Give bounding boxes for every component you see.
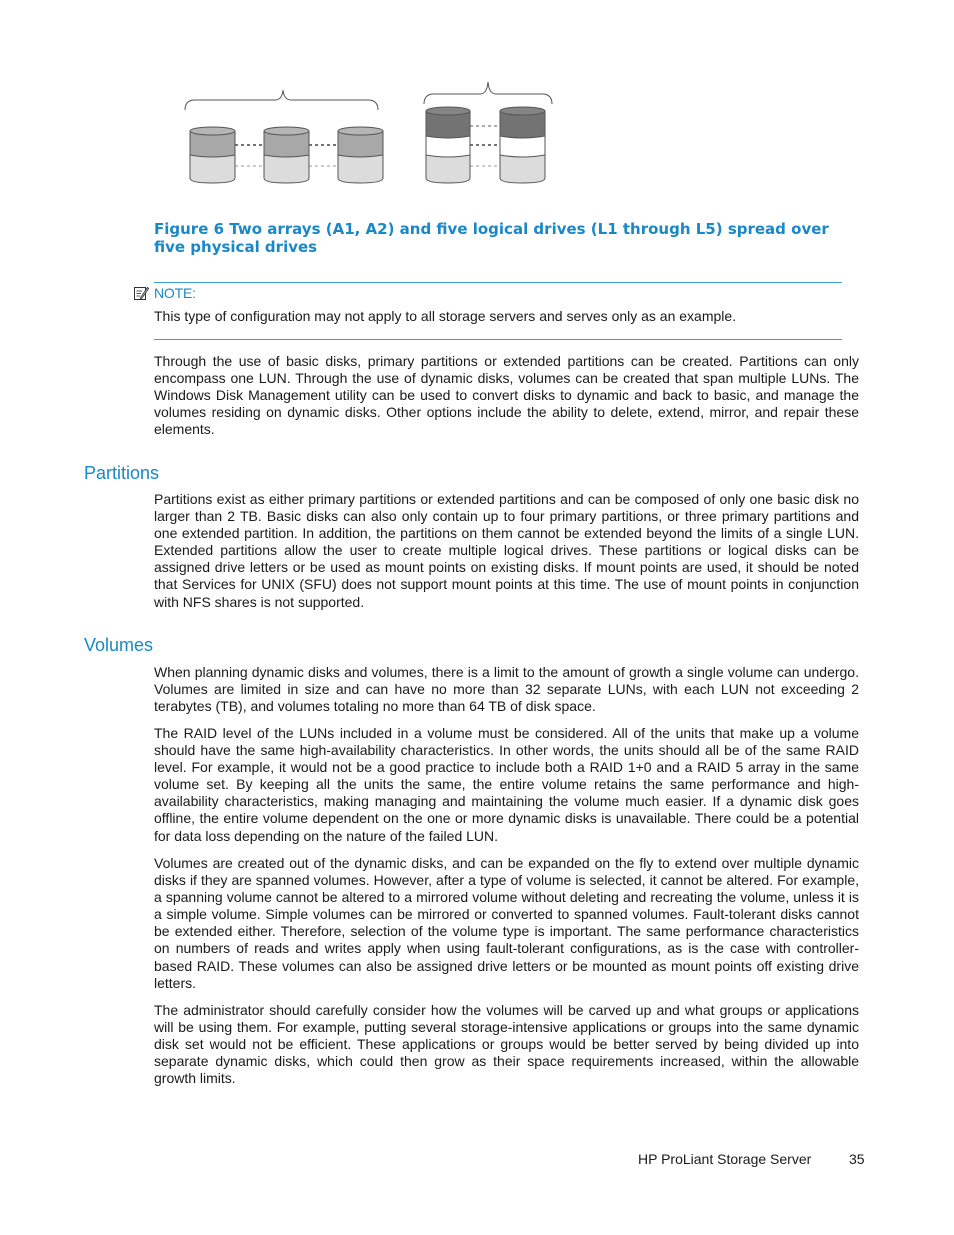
disk-3 bbox=[338, 127, 383, 183]
disk-5 bbox=[500, 107, 545, 183]
disk-1 bbox=[190, 127, 235, 183]
note-icon bbox=[133, 285, 149, 301]
partitions-heading: Partitions bbox=[84, 463, 160, 483]
raid-array-figure bbox=[180, 78, 560, 190]
page-number: 35 bbox=[849, 1151, 865, 1167]
volumes-paragraph-3: Volumes are created out of the dynamic disks, and can be expanded on the fly to extend over multiple dynamic disks if they are spanned volumes. However, after a type of volume is selected, it cannot be altered. For example, a spanning volume cannot be altered to a mirrored volume without deleting and recreating the volume, unless it is a simple volume. Simple volumes can be mirrored or converted to spanned volumes. Fault-tolerant disks cannot be extended either. Therefore, selection of the volume type is important. The same performance characteristics on numbers of reads and writes apply when using fault-tolerant configurations, as is the case with controller-based RAID. These volumes can also be assigned drive letters or be mounted as mount points off existing drive letters. bbox=[154, 855, 859, 991]
note-top-rule bbox=[154, 282, 842, 283]
footer-title: HP ProLiant Storage Server bbox=[638, 1151, 812, 1167]
disk-4 bbox=[426, 107, 470, 183]
note-bottom-rule bbox=[154, 339, 842, 340]
partitions-paragraph: Partitions exist as either primary partitions or extended partitions and can be composed of only one basic disk no larger than 2 TB. Basic disks can also only contain up to four primary partitions, or three primary partitions and one extended partition. In addition, the partitions on them cannot be extended beyond the limits of a single LUN. Extended partitions allow the user to create multiple logical drives. These partitions or logical disks can be assigned drive letters or be used as mount points on existing disks. If mount points are used, it should be noted that Services for UNIX (SFU) does not support mount points at this time. The use of mount points in conjunction with NFS shares is not supported. bbox=[154, 491, 859, 610]
note-text: This type of configuration may not apply to all storage servers and serves only as an example. bbox=[154, 308, 737, 324]
volumes-paragraph-2: The RAID level of the LUNs included in a volume must be considered. All of the units that make up a volume should have the same high-availability characteristics. In other words, the units should all be of the same RAID level. For example, it would not be a good practice to include both a RAID 1+0 and a RAID 5 array in the same volume set. By keeping all the units the same, the entire volume retains the same performance and high-availability characteristics, making managing and maintaining the volume much easier. If a dynamic disk goes offline, the entire volume dependent on the one or more dynamic disks is unavailable. There could be a potential for data loss depending on the nature of the failed LUN. bbox=[154, 725, 859, 844]
array-a2-brace bbox=[424, 82, 552, 104]
volumes-paragraph-1: When planning dynamic disks and volumes, there is a limit to the amount of growth a single volume can undergo. Volumes are limited in size and can have no more than 32 separate LUNs, with each LUN not exceeding 2 terabytes (TB), and volumes totaling no more than 64 TB of disk space. bbox=[154, 664, 859, 715]
figure-caption: Figure 6 Two arrays (A1, A2) and five logical drives (L1 through L5) spread over five physical drives bbox=[154, 220, 829, 256]
volumes-heading: Volumes bbox=[84, 635, 154, 655]
intro-paragraph: Through the use of basic disks, primary partitions or extended partitions can be created. Partitions can only encompass one LUN. Through the use of dynamic disks, volumes can be created that span multiple LUNs. The Windows Disk Management utility can be used to convert disks to dynamic and back to basic, and manage the volumes residing on dynamic disks. Other options include the ability to delete, extend, mirror, and repair these elements. bbox=[154, 353, 859, 438]
note-label: NOTE: bbox=[154, 285, 196, 301]
array-a1-brace bbox=[185, 90, 378, 110]
disk-2 bbox=[264, 127, 309, 183]
volumes-paragraph-4: The administrator should carefully consider how the volumes will be carved up and what groups or applications will be using them. For example, putting several storage-intensive applications or groups into the same dynamic disk set would not be efficient. These applications or groups would be better served by being divided up into separate dynamic disks, which could then grow as their space requirements increased, within the allowable growth limits. bbox=[154, 1002, 859, 1087]
